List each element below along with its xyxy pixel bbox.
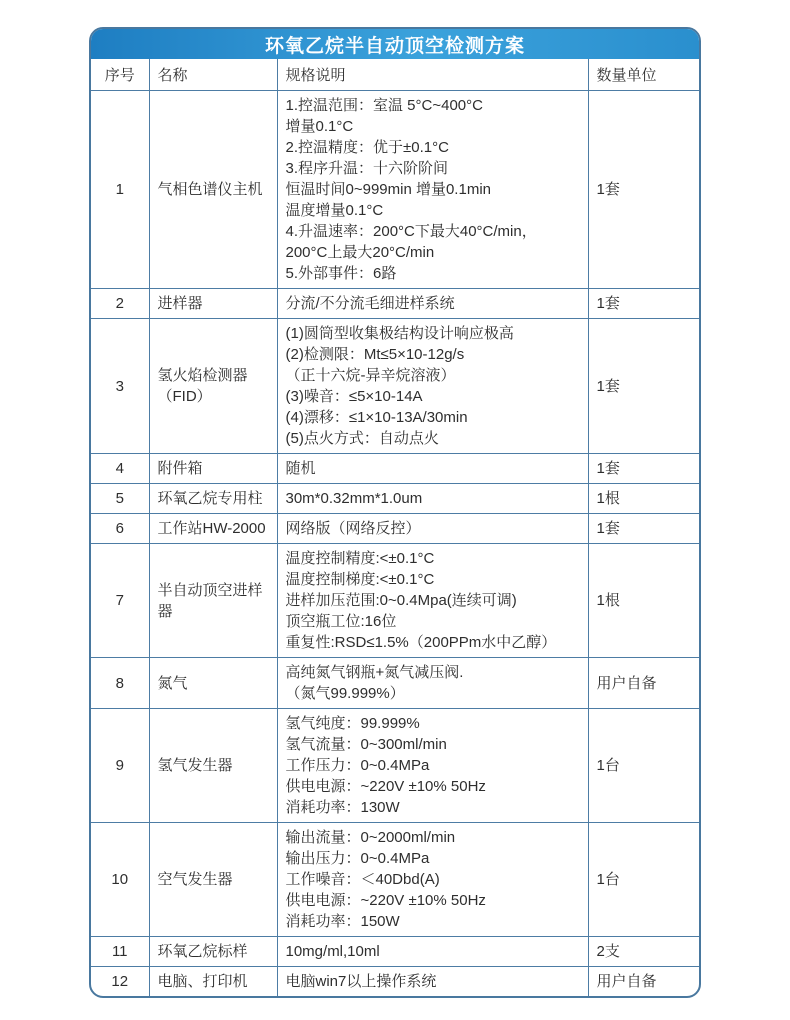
name-cell: 进样器 [149,289,277,319]
row-number-cell: 8 [91,658,149,709]
spec-line: 5.外部事件：6路 [285,265,397,282]
unit-cell: 用户自备 [588,658,699,709]
table-title: 环氧乙烷半自动顶空检测方案 [91,29,699,59]
spec-line: 氢气纯度：99.999% [285,715,420,732]
spec-line: 温度增量0.1°C [285,202,384,219]
spec-line: 重复性:RSD≤1.5%（200PPm水中乙醇） [285,634,557,651]
table-row [91,289,699,319]
spec-line: 工作压力：0~0.4MPa [285,757,430,774]
spec-line: 温度控制精度:<±0.1°C [285,550,435,567]
spec-line: 4.升温速率：200°C下最大40°C/min， [285,223,537,240]
spec-line: (1)圆筒型收集极结构设计响应极高 [285,325,514,342]
column-header-spec: 规格说明 [277,59,588,91]
spec-line: 30m*0.32mm*1.0um [285,490,423,507]
name-cell: 电脑、打印机 [149,967,277,997]
row-number-cell: 9 [91,709,149,823]
row-number-cell: 5 [91,484,149,514]
spec-cell [277,658,588,709]
name-cell: 工作站HW-2000 [149,514,277,544]
spec-cell [277,823,588,937]
name-cell: 附件箱 [149,454,277,484]
table-row [91,937,699,967]
name-cell: 空气发生器 [149,823,277,937]
name-cell: 气相色谱仪主机 [149,91,277,289]
table-row [91,319,699,454]
spec-cell [277,91,588,289]
row-number-cell: 4 [91,454,149,484]
table-row [91,823,699,937]
spec-line: 10mg/ml,10ml [285,943,380,960]
name-cell: 氢火焰检测器（FID） [149,319,277,454]
row-number-cell: 12 [91,967,149,997]
spec-line: 温度控制梯度:<±0.1°C [285,571,435,588]
unit-cell: 1套 [588,454,699,484]
spec-line: 输出流量：0~2000ml/min [285,829,456,846]
unit-cell: 1根 [588,544,699,658]
spec-line: 随机 [285,460,316,477]
spec-line: 工作噪音：＜40Dbd(A) [285,871,440,888]
spec-line: 消耗功率：130W [285,799,400,816]
spec-line: 供电电源：~220V ±10% 50Hz [285,892,486,909]
spec-line: 氢气流量：0~300ml/min [285,736,447,753]
spec-line: 电脑win7以上操作系统 [285,973,437,990]
unit-cell: 1台 [588,709,699,823]
table-row [91,658,699,709]
spec-line: （氮气99.999%） [285,685,405,702]
spec-line: 1.控温范围：室温 5°C~400°C [285,97,483,114]
unit-cell: 1套 [588,289,699,319]
spec-card [89,27,701,998]
spec-line: 高纯氮气钢瓶+氮气减压阀. [285,664,464,681]
column-header-no: 序号 [91,59,149,91]
spec-line: 3.程序升温：十六阶阶间 [285,160,449,177]
spec-line: (2)检测限：Mt≤5×10-12g/s [285,346,465,363]
name-cell: 环氧乙烷标样 [149,937,277,967]
unit-cell: 用户自备 [588,967,699,997]
spec-cell [277,319,588,454]
spec-cell [277,544,588,658]
column-header-unit: 数量单位 [588,59,699,91]
table-row [91,91,699,289]
row-number-cell: 6 [91,514,149,544]
spec-line: （正十六烷-异辛烷溶液） [285,367,456,384]
spec-cell [277,454,588,484]
row-number-cell: 11 [91,937,149,967]
spec-line: 200°C上最大20°C/min [285,244,435,261]
spec-cell [277,484,588,514]
unit-cell: 1台 [588,823,699,937]
unit-cell: 1套 [588,319,699,454]
unit-cell: 2支 [588,937,699,967]
spec-cell [277,937,588,967]
spec-line: (3)噪音：≤5×10-14A [285,388,423,405]
table-row [91,514,699,544]
unit-cell: 1套 [588,514,699,544]
spec-line: 供电电源：~220V ±10% 50Hz [285,778,486,795]
table-row [91,967,699,997]
row-number-cell: 7 [91,544,149,658]
spec-cell [277,967,588,997]
spec-cell [277,289,588,319]
row-number-cell: 2 [91,289,149,319]
name-cell: 环氧乙烷专用柱 [149,484,277,514]
name-cell: 半自动顶空进样器 [149,544,277,658]
table-header [91,59,699,91]
spec-table [91,59,699,996]
spec-line: (5)点火方式：自动点火 [285,430,439,447]
name-cell: 氢气发生器 [149,709,277,823]
spec-line: 网络版（网络反控） [285,520,421,537]
spec-line: 消耗功率：150W [285,913,400,930]
name-cell: 氮气 [149,658,277,709]
column-header-name: 名称 [149,59,277,91]
spec-line: 2.控温精度：优于±0.1°C [285,139,449,156]
table-row [91,544,699,658]
spec-line: 恒温时间0~999min 增量0.1min [285,181,491,198]
spec-cell [277,709,588,823]
spec-line: 分流/不分流毛细进样系统 [285,295,455,312]
spec-line: 顶空瓶工位:16位 [285,613,397,630]
spec-cell [277,514,588,544]
table-row [91,709,699,823]
spec-line: (4)漂移：≤1×10-13A/30min [285,409,468,426]
row-number-cell: 3 [91,319,149,454]
spec-line: 进样加压范围:0~0.4Mpa(连续可调) [285,592,517,609]
spec-line: 输出压力：0~0.4MPa [285,850,430,867]
table-row [91,454,699,484]
row-number-cell: 10 [91,823,149,937]
unit-cell: 1套 [588,91,699,289]
table-row [91,484,699,514]
table-body [91,91,699,997]
spec-line: 增量0.1°C [285,118,354,135]
header-row [91,59,699,91]
unit-cell: 1根 [588,484,699,514]
row-number-cell: 1 [91,91,149,289]
